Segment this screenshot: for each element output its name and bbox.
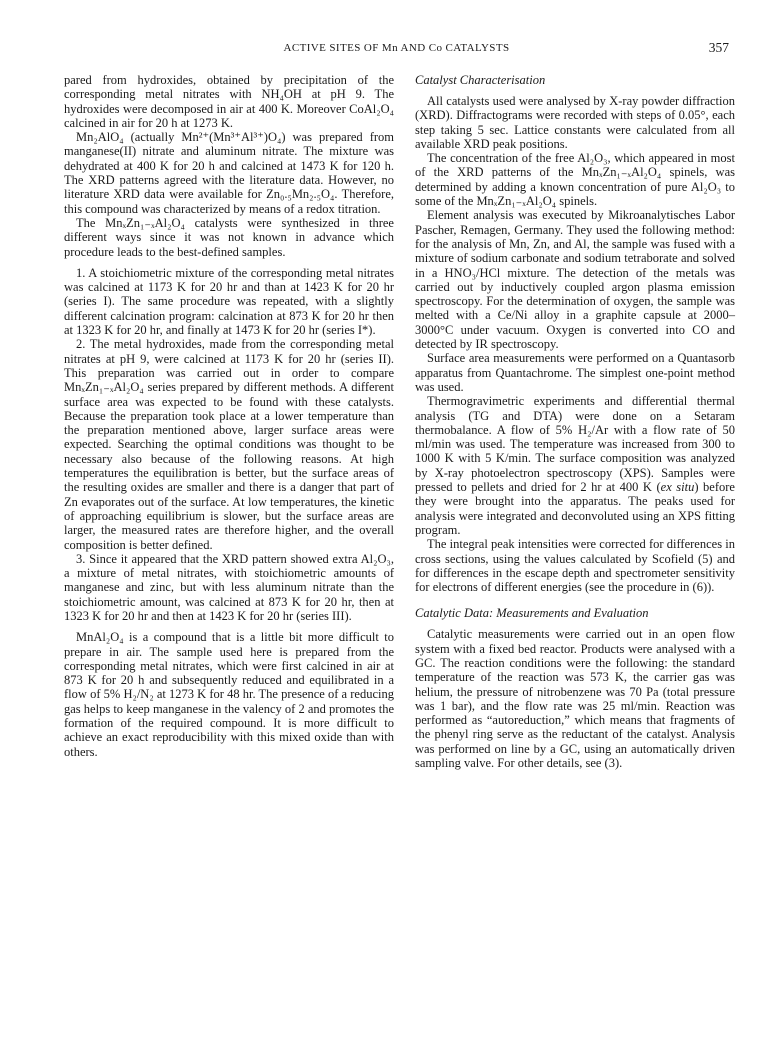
paragraph-xrd: All catalysts used were analysed by X-ray powder diffraction (XRD). Diffractograms were recorded with steps of 0.05°, each step taking 5 sec. Lattice constants were calculated from all available XRD peak positions.	[415, 94, 735, 151]
paragraph-surface-area: Surface area measurements were performed on a Quantasorb apparatus from Quantachrome. The simplest one-point method was used.	[415, 351, 735, 394]
paragraph-thermogravimetry	[415, 394, 735, 537]
page-number: 357	[708, 40, 729, 55]
list-item-series-2: 2. The metal hydroxides, made from the corresponding metal nitrates at pH 9, were calcined at 1173 K for 20 hr (series II). This preparation was carried out in order to compare MnₓZn₁₋ₓAl₂O₄ series prepared by different methods. A different surface area was expected to be found with these catalysts. Because the preparation took place at a lower temperature than the preparation mentioned above, larger surface areas were expected. Searching the optimal conditions was thought to be necessary also because of the following reasons. At high temperatures the equilibration is better, but the surface areas of the resulting oxides are smaller and there is a danger that part of Zn evaporates out of the surface. At low temperatures, the kinetic of approaching equilibrium is slower, but the surface areas are larger, the measured rates are therefore higher, and the overall composition is better defined.	[64, 337, 394, 552]
page-header	[64, 40, 729, 56]
paragraph-mnal2o4: MnAl₂O₄ is a compound that is a little bit more difficult to prepare in air. The sample used here is prepared from the corresponding metal nitrates, which were first calcined in air at 873 K for 20 h and subsequently reduced and equilibrated in a flow of 5% H₂/N₂ at 1273 K for 48 hr. The presence of a reducing gas helps to keep manganese in the valency of 2 and promotes the formation of the required compound. It is more difficult to achieve an exact reproducibility with this mixed oxide than with others.	[64, 630, 394, 759]
section-heading-catalytic-data: Catalytic Data: Measurements and Evaluation	[415, 606, 649, 621]
paragraph-free-alumina: The concentration of the free Al₂O₃, which appeared in most of the XRD patterns of the MnₓZn₁₋ₓAl₂O₄ spinels, was determined by adding a known concentration of pure Al₂O₃ to some of the MnₓZn₁₋ₓAl₂O₄ spinels.	[415, 151, 735, 209]
paragraph-element-analysis: Element analysis was executed by Mikroanalytisches Labor Pascher, Remagen, Germany. They used the following method: for the analysis of Mn, Zn, and Al, the sample was fused with a mixture of sodium carbonate and sodium tetraborate and solved in a HNO₃/HCl mixture. The detection of the metals was carried out by inductively coupled argon plasma emission spectroscopy. For the determination of oxygen, the sample was melted with a Ce/Ni alloy in a graphite capsule at 2000–3000°C under vacuum. Oxygen is converted into CO and detected by IR spectroscopy.	[415, 208, 735, 352]
list-item-series-1: 1. A stoichiometric mixture of the corresponding metal nitrates was calcined at 1173 K for 20 hr and than at 1423 K for 20 hr (series I). The same procedure was repeated, with a slightly different calcination program: calcination at 873 K for 20 hr then at 1323 K for 20 hr, and finally at 1473 K for 20 hr (series I*).	[64, 265, 394, 338]
thermogravimetry-text-b: ) before they were brought into the apparatus. The peaks used for analysis were integrated and deconvoluted using an XPS fitting program.	[415, 480, 735, 537]
thermogravimetry-text-a: Thermogravimetric experiments and differential thermal analysis (TG and DTA) were done on a Setaram thermobalance. A flow of 5% H₂/Ar with a flow rate of 50 ml/min was used. The temperature was increased from 300 to 1000 K with 5 K/min. The surface composition was analyzed by X-ray photoelectron spectroscopy (XPS). Samples were pressed to pellets and dried for 2 hr at 400 K (	[415, 394, 735, 495]
paragraph-synthesis-intro: The MnₓZn₁₋ₓAl₂O₄ catalysts were synthesized in three different ways since it was not known in advance which procedure leads to the best-defined samples.	[64, 215, 394, 259]
ex-situ-italic: ex situ	[660, 480, 695, 495]
right-column	[415, 73, 735, 770]
paragraph-preparation-continued: pared from hydroxides, obtained by precipitation of the corresponding metal nitrates with NH₄OH at pH 9. The hydroxides were decomposed in air at 400 K. Moreover CoAl₂O₄ calcined in air for 20 h at 1273 K.	[64, 73, 394, 130]
left-column	[64, 73, 394, 759]
paragraph-peak-correction: The integral peak intensities were corrected for differences in cross sections, using the values calculated by Scofield (5) and for differences in the escape depth and spectrometer sensitivity for electrons of different energies (see the procedure in (6)).	[415, 537, 735, 595]
paragraph-mn2alo4: Mn₂AlO₄ (actually Mn²⁺(Mn³⁺Al³⁺)O₄) was prepared from manganese(II) nitrate and aluminum nitrate. The mixture was dehydrated at 400 K for 20 h and calcined at 1473 K for 120 h. The XRD patterns agreed with the literature data. However, no literature XRD data were available for Zn₀.₅Mn₂.₅O₄. Therefore, this compound was characterized by means of a redox titration.	[64, 130, 394, 216]
running-head: ACTIVE SITES OF Mn AND Co CATALYSTS	[283, 42, 510, 54]
paragraph-catalytic-measurements: Catalytic measurements were carried out in an open flow system with a fixed bed reactor. Products were analysed with a GC. The reaction conditions were the following: the standard temperature of the reaction was 573 K, the carrier gas was helium, the pressure of nitrobenzene was 70 Pa (total pressure was 1 bar), and the flow rate was 25 ml/min. Reaction was performed as “autoreduction,” which means that fragments of the phenyl ring serve as the reductant of the catalyst. Analysis was performed on line by a GC, using an automatically driven sampling valve. For other details, see (3).	[415, 627, 735, 771]
list-item-series-3: 3. Since it appeared that the XRD pattern showed extra Al₂O₃, a mixture of metal nitrates, with stoichiometric amounts of manganese and zinc, but with less aluminum nitrate than the stoichiometric amount, was calcined at 873 K for 20 hr, then at 1323 K for 20 hr and then at 1423 K for 20 hr (series III).	[64, 551, 394, 623]
section-heading-catalyst-characterisation: Catalyst Characterisation	[415, 73, 546, 87]
